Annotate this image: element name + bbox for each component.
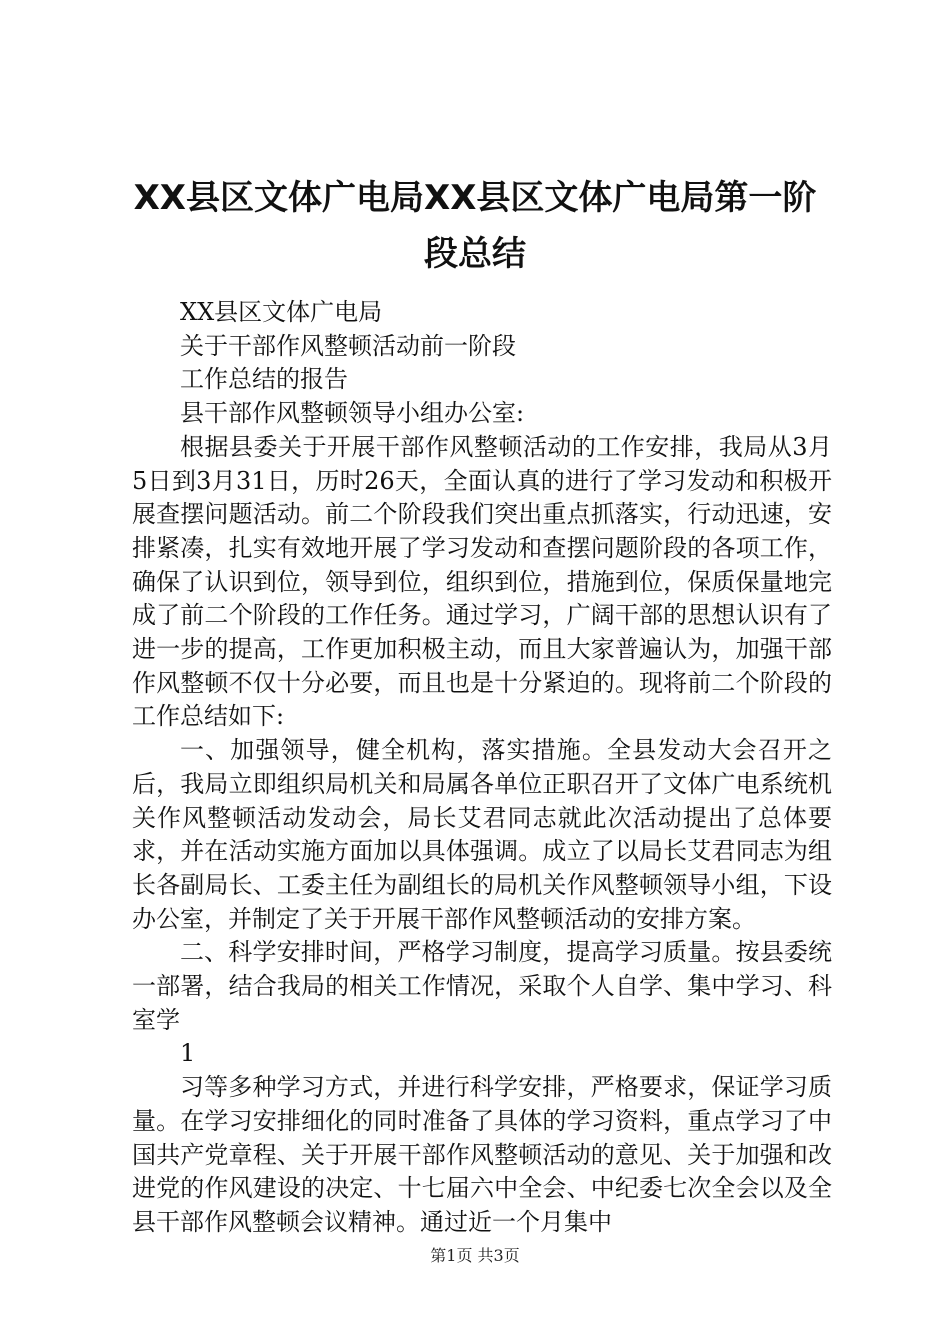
recipient: 县干部作风整顿领导小组办公室:	[180, 399, 525, 428]
document-title	[110, 170, 840, 282]
paragraph-continued: 习等多种学习方式，并进行科学安排，严格要求，保证学习质量。在学习安排细化的同时准备了具体的学习资料，重点学习了中国共产党章程、关于开展干部作风整顿活动的意见、关于加强和改进党的作风建设的决定、十七届六中全会、中纪委七次全会以及全县干部作风整顿会议精神。通过近一个月集中	[132, 1073, 832, 1236]
report-heading: 工作总结的报告	[180, 365, 348, 394]
paragraph-section-1: 一、加强领导，健全机构，落实措施。全县发动大会召开之后，我局立即组织局机关和局属各单位正职召开了文体广电系统机关作风整顿活动发动会，局长艾君同志就此次活动提出了总体要求，并在活动实施方面加以具体强调。成立了以局长艾君同志为组长各副局长、工委主任为副组长的局机关作风整顿领导小组，下设办公室，并制定了关于开展干部作风整顿活动的安排方案。	[132, 736, 832, 933]
page-footer: 第1页 共3页	[430, 1246, 520, 1265]
paragraph-section-2: 二、科学安排时间，严格学习制度，提高学习质量。按县委统一部署，结合我局的相关工作情况，采取个人自学、集中学习、科室学	[132, 938, 832, 1034]
title-line-2: 段总结	[424, 234, 526, 274]
inline-page-number: 1	[180, 1039, 196, 1068]
document-body	[132, 296, 832, 1240]
title-line-1: XX县区文体广电局XX县区文体广电局第一阶	[133, 178, 817, 218]
report-subject: 关于干部作风整顿活动前一阶段	[180, 331, 516, 360]
paragraph-intro: 根据县委关于开展干部作风整顿活动的工作安排，我局从3月5日到3月31日，历时26天，全面认真的进行了学习发动和积极开展查摆问题活动。前二个阶段我们突出重点抓落实，行动迅速，安排紧凑，扎实有效地开展了学习发动和查摆问题阶段的各项工作，确保了认识到位，领导到位，组织到位，措施到位，保质保量地完成了前二个阶段的工作任务。通过学习，广阔干部的思想认识有了进一步的提高，工作更加积极主动，而且大家普遍认为，加强干部作风整顿不仅十分必要，而且也是十分紧迫的。现将前二个阶段的工作总结如下:	[132, 432, 832, 731]
org-name: XX县区文体广电局	[180, 298, 383, 326]
